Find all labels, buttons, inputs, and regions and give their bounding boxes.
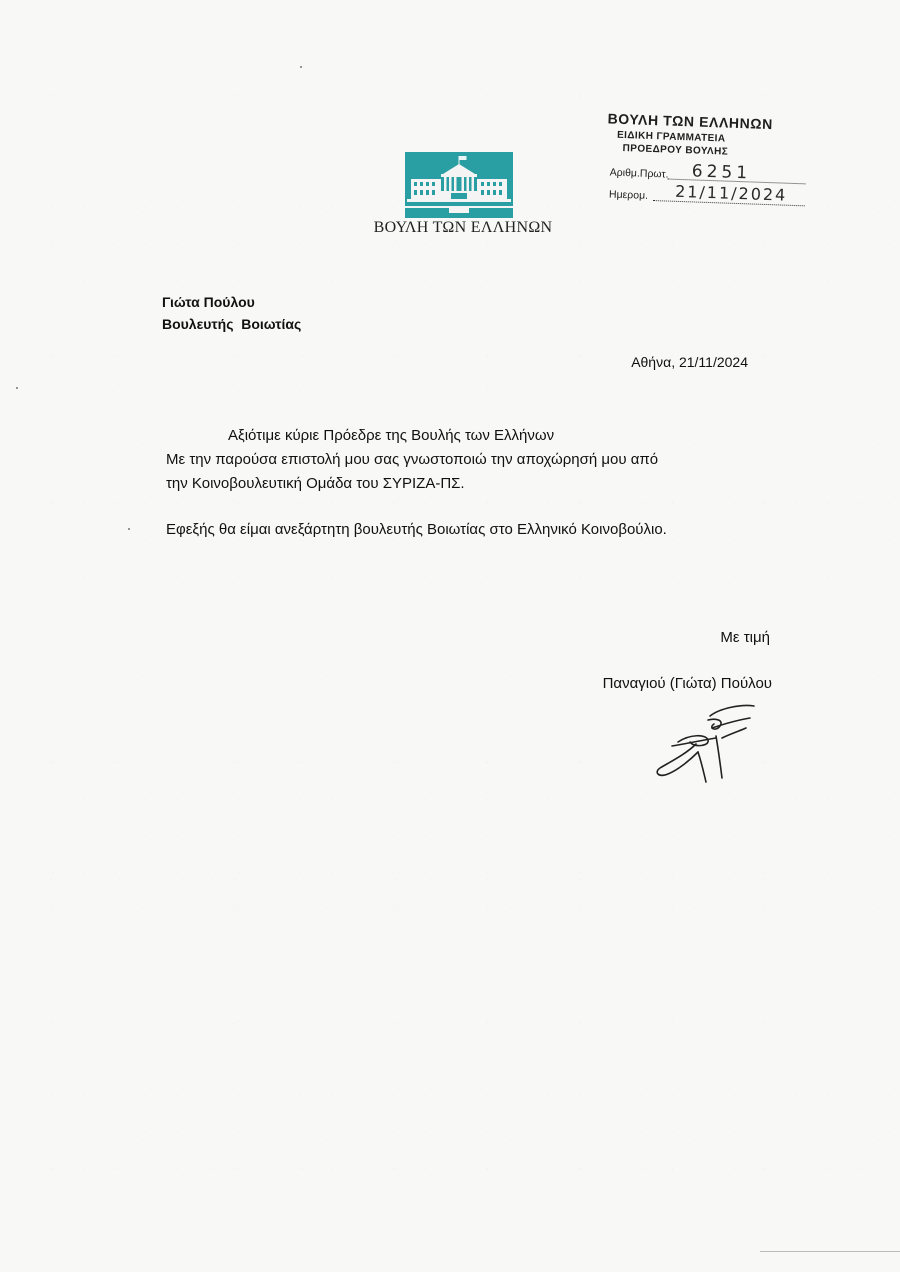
letter-date: Αθήνα, 21/11/2024 <box>631 354 748 370</box>
stamp-protocol-number-label: Αριθμ.Πρωτ. <box>609 166 669 181</box>
scan-speck <box>128 528 130 530</box>
protocol-stamp <box>593 108 826 216</box>
signer-name: Παναγιού (Γιώτα) Πούλου <box>602 675 772 692</box>
stamp-date-row <box>608 181 809 208</box>
scan-speck <box>300 66 302 68</box>
parliament-building-icon <box>405 152 513 218</box>
stamp-institution: ΒΟΥΛΗ ΤΩΝ ΕΛΛΗΝΩΝ <box>607 110 774 133</box>
scan-edge-line <box>760 1251 900 1252</box>
paragraph-1-line-2: την Κοινοβουλευτική Ομάδα του ΣΥΡΙΖΑ-ΠΣ. <box>166 475 465 492</box>
stamp-date-value: 21/11/2024 <box>674 181 788 205</box>
stamp-protocol-number-value: 6251 <box>691 161 752 184</box>
sender-title: Βουλευτής Βοιωτίας <box>162 316 302 332</box>
stamp-department: ΕΙΔΙΚΗ ΓΡΑΜΜΑΤΕΙΑ <box>616 129 726 145</box>
paragraph-2: Εφεξής θα είμαι ανεξάρτητη βουλευτής Βοιωτίας στο Ελληνικό Κοινοβούλιο. <box>166 521 667 538</box>
sender-block <box>162 291 301 335</box>
handwritten-signature <box>650 698 770 790</box>
salutation: Αξιότιμε κύριε Πρόεδρε της Βουλής των Ελλήνων <box>228 427 555 444</box>
closing: Με τιμή <box>720 629 770 646</box>
scan-speck <box>16 387 18 389</box>
letterhead-caption: ΒΟΥΛΗ ΤΩΝ ΕΛΛΗΝΩΝ <box>373 219 553 236</box>
sender-name: Γιώτα Πούλου <box>162 294 255 310</box>
stamp-office: ΠΡΟΕΔΡΟΥ ΒΟΥΛΗΣ <box>622 142 729 158</box>
stamp-date-label: Ημερομ. <box>608 188 649 202</box>
paragraph-1-line-1: Με την παρούσα επιστολή μου σας γνωστοποιώ την αποχώρησή μου από <box>166 451 659 468</box>
